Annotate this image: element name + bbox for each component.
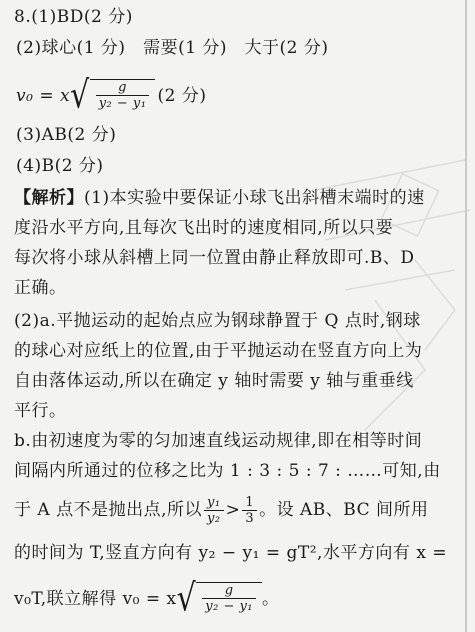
- analysis-line-9: b.由初速度为零的匀加速直线运动规律,即在相等时间: [14, 431, 423, 451]
- analysis-line-13: [14, 576, 280, 622]
- watermark-icon: [305, 150, 475, 440]
- final-sqrt-sign-icon: √: [176, 576, 197, 621]
- analysis-line-6: 的球心对应纸上的位置,由于平抛运动在竖直方向上为: [14, 341, 423, 361]
- answer-v0-formula: [16, 72, 206, 120]
- analysis-line-7: 自由落体运动,所以在确定 y 轴时需要 y 轴与重垂线: [14, 371, 414, 391]
- greater-than-sign: >: [225, 500, 241, 520]
- analysis-tag: 【解析】: [14, 188, 84, 208]
- final-fraction: [202, 583, 256, 614]
- ratio-numerator: y₁: [204, 495, 224, 511]
- analysis-text-13a: v₀T,联立解得 v₀ = x: [14, 589, 177, 609]
- analysis-text-11a: 于 A 点不是抛出点,所以: [14, 500, 202, 520]
- answer-8-1: 8.(1)BD(2 分): [14, 7, 133, 27]
- one-third-numerator: 1: [242, 495, 257, 511]
- sqrt-body: [90, 79, 156, 111]
- sqrt-sign-icon: √: [70, 73, 90, 118]
- answer-8-4: (4)B(2 分): [16, 156, 104, 176]
- final-sqrt-expression: [176, 576, 262, 621]
- sqrt-expression: [70, 73, 155, 118]
- analysis-line-2: 度沿水平方向,且每次飞出时的速度相同,所以只要: [14, 218, 394, 238]
- analysis-line-5: (2)a.平抛运动的起始点应为钢球静置于 Q 点时,钢球: [14, 311, 421, 331]
- fraction: [96, 80, 150, 111]
- one-third-fraction: [242, 495, 257, 526]
- ratio-denominator: y₂: [207, 510, 221, 526]
- one-third-denominator: 3: [245, 510, 255, 526]
- fraction-denominator: y₂ − y₁: [98, 96, 147, 111]
- final-sqrt-body: [196, 582, 262, 614]
- v0-score: (2 分): [157, 86, 207, 106]
- page-edge-divider: [465, 0, 467, 632]
- answer-8-3: (3)AB(2 分): [16, 125, 117, 145]
- answer-8-2: (2)球心(1 分) 需要(1 分) 大于(2 分): [16, 38, 329, 58]
- analysis-line-4: 正确。: [14, 278, 67, 298]
- analysis-line-12: 的时间为 T,竖直方向有 y₂ − y₁ = gT²,水平方向有 x =: [14, 543, 448, 563]
- fraction-numerator: g: [96, 80, 150, 96]
- final-fraction-denominator: y₂ − y₁: [205, 599, 254, 614]
- analysis-line-8: 平行。: [14, 401, 67, 421]
- analysis-text-13b: 。: [262, 589, 280, 609]
- analysis-line-3: 每次将小球从斜槽上同一位置由静止释放即可.B、D: [14, 248, 415, 268]
- v0-lhs: v₀ = x: [16, 86, 71, 106]
- analysis-line-11: [14, 490, 429, 530]
- analysis-text-11b: 。设 AB、BC 间所用: [259, 500, 429, 520]
- ratio-fraction: [204, 495, 224, 526]
- final-fraction-numerator: g: [202, 583, 256, 599]
- analysis-text-1: (1)本实验中要保证小球飞出斜槽末端时的速: [84, 188, 425, 208]
- analysis-line-10: 间隔内所通过的位移之比为 1 : 3 : 5 : 7 : ……可知,由: [14, 461, 441, 481]
